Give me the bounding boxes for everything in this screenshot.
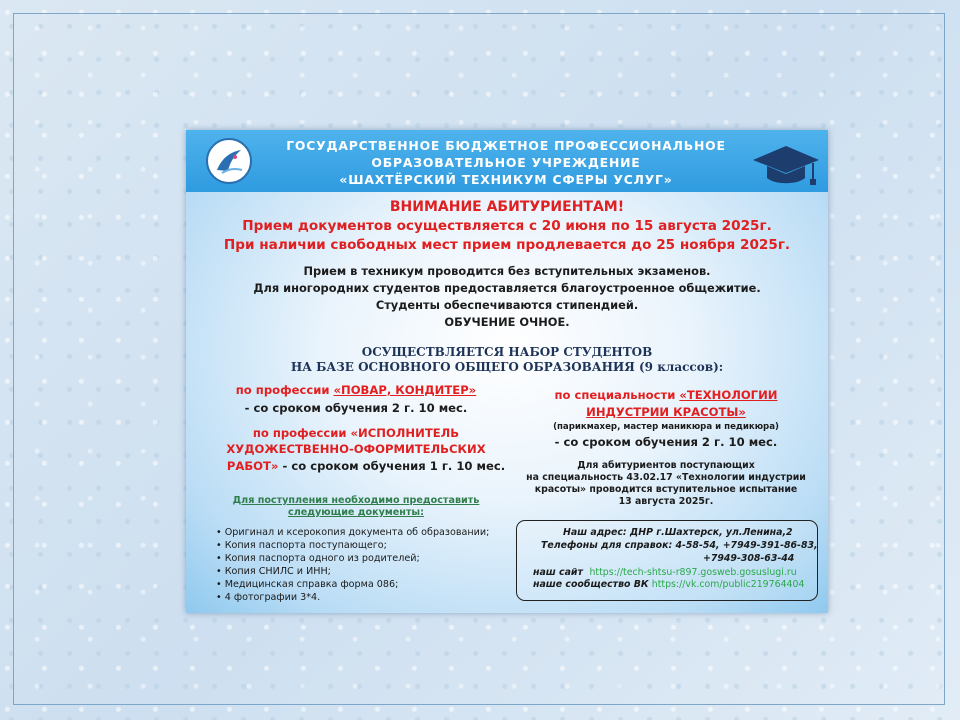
program-cook-term: - со сроком обучения 2 г. 10 мес. — [244, 401, 468, 415]
document-item: • 4 фотографии 3*4. — [216, 592, 320, 603]
info-line-1: Прием в техникум проводится без вступительных экзаменов. — [303, 264, 711, 278]
contact-address: Наш адрес: ДНР г.Шахтерск, ул.Ленина,2 — [563, 527, 793, 538]
contact-vk: наше сообщество ВК https://vk.com/public219764404 — [533, 579, 805, 590]
contact-site: наш сайт https://tech-shtsu-r897.gosweb.gosuslugi.ru — [533, 567, 797, 578]
document-item: • Копия паспорта поступающего; — [216, 540, 387, 551]
site-link[interactable]: https://tech-shtsu-r897.gosweb.gosuslugi.ru — [589, 567, 797, 578]
contact-phones: Телефоны для справок: 4-58-54, +7949-391-86-83, — [541, 540, 818, 551]
poster-header — [186, 130, 828, 192]
recruitment-line-2: НА БАЗЕ ОСНОВНОГО ОБЩЕГО ОБРАЗОВАНИЯ (9 классов): — [290, 360, 724, 374]
program-artist-line-2: ХУДОЖЕСТВЕННО-ОФОРМИТЕЛЬСКИХ — [226, 442, 486, 456]
document-item: • Копия паспорта одного из родителей; — [216, 553, 420, 564]
document-item: • Медицинская справка форма 086; — [216, 579, 398, 590]
exam-line-2: на специальность 43.02.17 «Технологии индустрии — [526, 472, 806, 483]
contact-phones-extra: +7949-308-63-44 — [703, 553, 795, 564]
technikum-logo-icon — [206, 138, 252, 184]
attention-title: ВНИМАНИЕ АБИТУРИЕНТАМ! — [389, 199, 625, 215]
info-line-2: Для иногородних студентов предоставляется благоустроенное общежитие. — [253, 281, 761, 295]
program-beauty-term: - со сроком обучения 2 г. 10 мес. — [554, 435, 778, 449]
exam-line-4: 13 августа 2025г. — [618, 496, 714, 507]
graduation-cap-icon — [751, 140, 821, 190]
header-line-2: ОБРАЗОВАТЕЛЬНОЕ УЧРЕЖДЕНИЕ — [371, 155, 641, 170]
program-artist-line-3: РАБОТ» - со сроком обучения 1 г. 10 мес. — [226, 459, 506, 473]
header-line-1: ГОСУДАРСТВЕННОЕ БЮДЖЕТНОЕ ПРОФЕССИОНАЛЬНОЕ — [286, 138, 726, 153]
program-beauty-line-1: по специальности «ТЕХНОЛОГИИ — [554, 388, 778, 402]
exam-line-1: Для абитуриентов поступающих — [577, 460, 755, 471]
contacts-box — [516, 520, 818, 601]
attention-line-2: При наличии свободных мест прием продлевается до 25 ноября 2025г. — [223, 237, 791, 253]
program-cook-title: по профессии «ПОВАР, КОНДИТЕР» — [235, 383, 477, 397]
documents-title-2: следующие документы: — [288, 507, 424, 518]
attention-line-1: Прием документов осуществляется с 20 июня по 15 августа 2025г. — [242, 218, 772, 234]
info-line-3: Студенты обеспечиваются стипендией. — [375, 298, 639, 312]
admission-poster — [186, 130, 828, 613]
recruitment-line-1: ОСУЩЕСТВЛЯЕТСЯ НАБОР СТУДЕНТОВ — [361, 345, 653, 359]
program-beauty-note: (парикмахер, мастер маникюра и педикюра) — [553, 422, 779, 432]
document-item: • Копия СНИЛС и ИНН; — [216, 566, 331, 577]
program-beauty-line-2: ИНДУСТРИИ КРАСОТЫ» — [586, 405, 746, 419]
vk-link[interactable]: https://vk.com/public219764404 — [651, 579, 805, 590]
documents-title-1: Для поступления необходимо предоставить — [232, 495, 480, 506]
info-line-4: ОБУЧЕНИЕ ОЧНОЕ. — [444, 315, 570, 329]
header-line-3: «ШАХТЁРСКИЙ ТЕХНИКУМ СФЕРЫ УСЛУГ» — [339, 172, 673, 187]
exam-line-3: красоты» проводится вступительное испытание — [534, 484, 798, 495]
program-artist-line-1: по профессии «ИСПОЛНИТЕЛЬ — [252, 426, 460, 440]
document-item: • Оригинал и ксерокопия документа об образовании; — [216, 527, 489, 538]
